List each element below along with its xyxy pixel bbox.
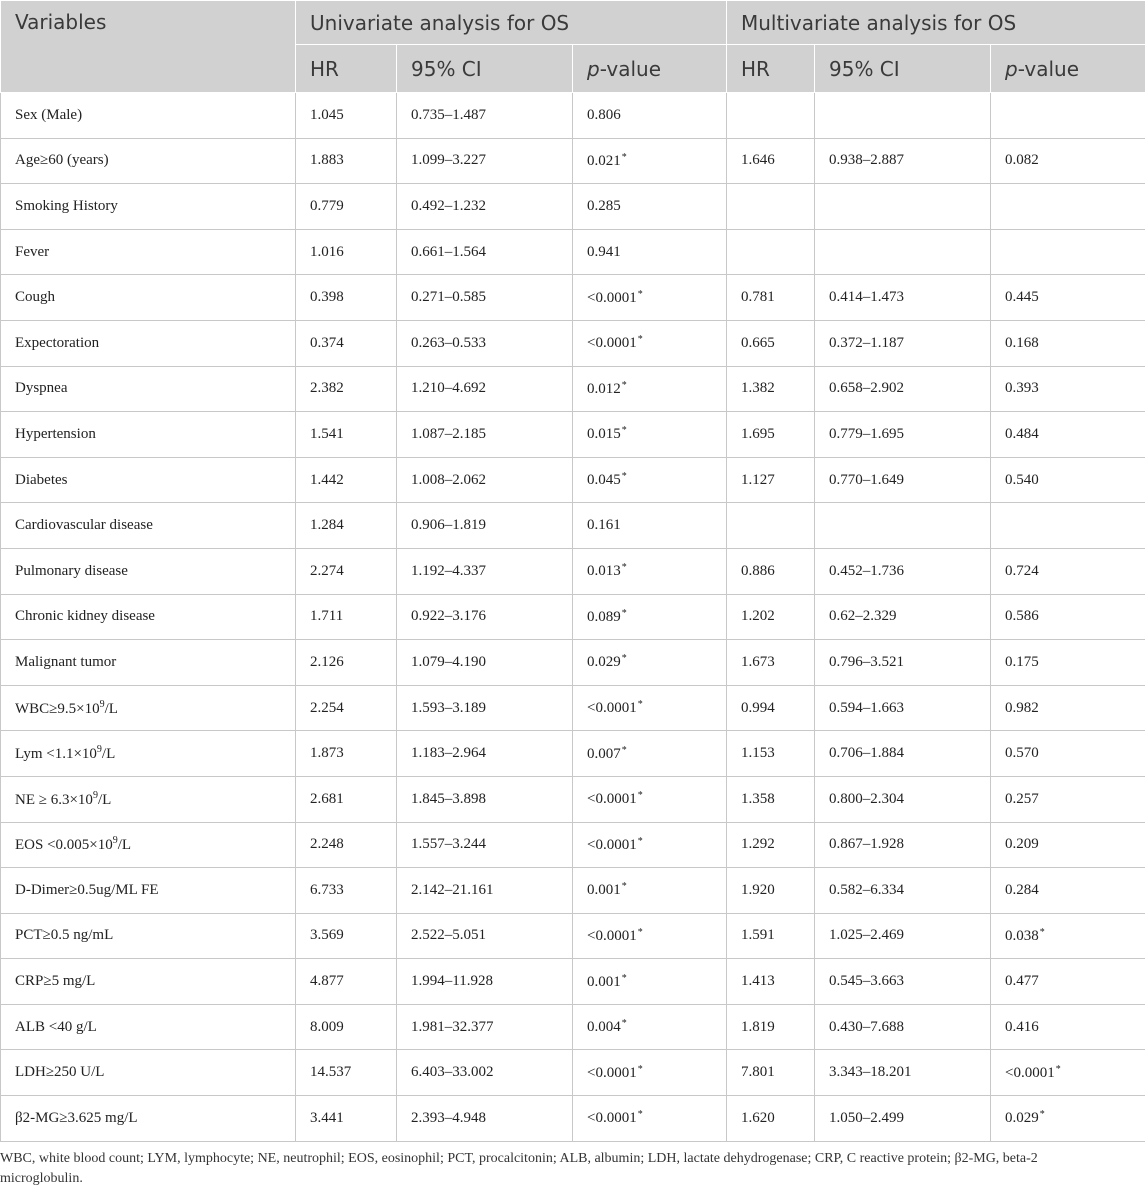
p-value: <0.0001 bbox=[587, 791, 637, 808]
significance-marker: * bbox=[637, 1063, 643, 1075]
table-row bbox=[1, 1050, 1145, 1096]
cell-variable bbox=[1, 685, 296, 731]
p-value: <0.0001 bbox=[587, 836, 637, 853]
variable-label: Expectoration bbox=[15, 334, 100, 351]
cell-univariate-pvalue bbox=[573, 366, 727, 412]
cell-variable bbox=[1, 457, 296, 503]
cell-univariate-hr: 0.374 bbox=[296, 320, 397, 366]
table-row bbox=[1, 1096, 1145, 1142]
p-value: 0.445 bbox=[1005, 289, 1039, 306]
p-value: <0.0001 bbox=[1005, 1064, 1055, 1081]
cell-multivariate-hr bbox=[727, 229, 815, 275]
cell-multivariate-ci: 0.938–2.887 bbox=[815, 138, 991, 184]
table-row bbox=[1, 93, 1145, 139]
p-value: 0.284 bbox=[1005, 881, 1039, 898]
p-value: 0.724 bbox=[1005, 562, 1039, 579]
cell-univariate-ci: 1.557–3.244 bbox=[397, 822, 573, 868]
cell-univariate-ci: 0.492–1.232 bbox=[397, 184, 573, 230]
cell-univariate-ci: 2.142–21.161 bbox=[397, 868, 573, 914]
cell-univariate-pvalue bbox=[573, 640, 727, 686]
variable-label: LDH≥250 U/L bbox=[15, 1064, 105, 1081]
cell-multivariate-hr: 1.153 bbox=[727, 731, 815, 777]
cell-multivariate-pvalue bbox=[991, 184, 1145, 230]
cell-variable bbox=[1, 959, 296, 1005]
cell-univariate-ci: 0.263–0.533 bbox=[397, 320, 573, 366]
p-value: 0.021 bbox=[587, 152, 621, 169]
significance-marker: * bbox=[637, 835, 643, 847]
cell-univariate-pvalue bbox=[573, 913, 727, 959]
variable-label: Hypertension bbox=[15, 425, 96, 442]
cell-multivariate-pvalue bbox=[991, 412, 1145, 458]
p-value: 0.004 bbox=[587, 1019, 621, 1036]
cell-multivariate-ci: 0.796–3.521 bbox=[815, 640, 991, 686]
cell-multivariate-hr: 7.801 bbox=[727, 1050, 815, 1096]
cell-univariate-hr: 3.441 bbox=[296, 1096, 397, 1142]
p-value: 0.175 bbox=[1005, 653, 1039, 670]
p-value: <0.0001 bbox=[587, 700, 637, 717]
cell-univariate-ci: 1.087–2.185 bbox=[397, 412, 573, 458]
cell-univariate-ci: 0.735–1.487 bbox=[397, 93, 573, 139]
cell-variable bbox=[1, 776, 296, 822]
p-value: 0.029 bbox=[1005, 1110, 1039, 1127]
table-row bbox=[1, 913, 1145, 959]
variable-label: β2-MG≥3.625 mg/L bbox=[15, 1109, 138, 1126]
cell-multivariate-hr: 1.819 bbox=[727, 1004, 815, 1050]
cell-multivariate-hr bbox=[727, 184, 815, 230]
cell-multivariate-pvalue bbox=[991, 320, 1145, 366]
variable-label: CRP≥5 mg/L bbox=[15, 973, 96, 990]
cell-univariate-hr: 1.873 bbox=[296, 731, 397, 777]
cell-multivariate-hr bbox=[727, 93, 815, 139]
table-row bbox=[1, 685, 1145, 731]
cell-multivariate-pvalue bbox=[991, 93, 1145, 139]
cell-univariate-ci: 1.192–4.337 bbox=[397, 548, 573, 594]
p-value: 0.161 bbox=[587, 517, 621, 534]
cell-multivariate-pvalue bbox=[991, 548, 1145, 594]
cell-univariate-hr: 1.045 bbox=[296, 93, 397, 139]
significance-marker: * bbox=[621, 653, 627, 665]
cell-multivariate-pvalue bbox=[991, 503, 1145, 549]
cell-multivariate-hr: 1.646 bbox=[727, 138, 815, 184]
significance-marker: * bbox=[637, 790, 643, 802]
cell-multivariate-pvalue bbox=[991, 913, 1145, 959]
significance-marker: * bbox=[1039, 926, 1045, 938]
cell-univariate-pvalue bbox=[573, 822, 727, 868]
cell-multivariate-pvalue bbox=[991, 1004, 1145, 1050]
variable-exponent: 9 bbox=[112, 835, 118, 847]
p-value: 0.082 bbox=[1005, 152, 1039, 169]
variable-label: Diabetes bbox=[15, 471, 68, 488]
header-univariate: Univariate analysis for OS bbox=[296, 1, 727, 45]
header-multivariate-pvalue bbox=[991, 45, 1145, 93]
cell-univariate-hr: 1.284 bbox=[296, 503, 397, 549]
cell-multivariate-pvalue bbox=[991, 275, 1145, 321]
table-row bbox=[1, 275, 1145, 321]
variable-label: Chronic kidney disease bbox=[15, 608, 155, 625]
significance-marker: * bbox=[621, 1018, 627, 1030]
cell-univariate-ci: 6.403–33.002 bbox=[397, 1050, 573, 1096]
cell-variable bbox=[1, 640, 296, 686]
variable-label: Smoking History bbox=[15, 197, 118, 214]
cell-multivariate-pvalue bbox=[991, 959, 1145, 1005]
cell-variable bbox=[1, 1050, 296, 1096]
p-value: <0.0001 bbox=[587, 927, 637, 944]
cell-univariate-pvalue bbox=[573, 776, 727, 822]
cell-multivariate-ci: 0.867–1.928 bbox=[815, 822, 991, 868]
significance-marker: * bbox=[621, 881, 627, 893]
table-row bbox=[1, 594, 1145, 640]
p-letter: p bbox=[587, 56, 600, 81]
variable-label: NE ≥ 6.3×10 bbox=[15, 791, 93, 808]
variable-exponent: 9 bbox=[99, 698, 105, 710]
table-row bbox=[1, 822, 1145, 868]
significance-marker: * bbox=[621, 379, 627, 391]
p-value: 0.416 bbox=[1005, 1018, 1039, 1035]
cell-univariate-ci: 1.079–4.190 bbox=[397, 640, 573, 686]
cell-multivariate-pvalue bbox=[991, 822, 1145, 868]
variable-label: Lym <1.1×10 bbox=[15, 746, 97, 763]
variable-label: Pulmonary disease bbox=[15, 562, 128, 579]
p-value: 0.209 bbox=[1005, 836, 1039, 853]
cell-univariate-ci: 0.906–1.819 bbox=[397, 503, 573, 549]
p-value: 0.013 bbox=[587, 563, 621, 580]
cell-multivariate-hr: 1.292 bbox=[727, 822, 815, 868]
variable-label: Sex (Male) bbox=[15, 106, 83, 123]
p-value: <0.0001 bbox=[587, 1064, 637, 1081]
cell-univariate-ci: 1.593–3.189 bbox=[397, 685, 573, 731]
variable-exponent: 9 bbox=[92, 789, 98, 801]
cell-multivariate-hr: 1.620 bbox=[727, 1096, 815, 1142]
cell-multivariate-hr: 1.202 bbox=[727, 594, 815, 640]
p-value: 0.029 bbox=[587, 654, 621, 671]
cell-variable bbox=[1, 412, 296, 458]
variable-label: PCT≥0.5 ng/mL bbox=[15, 927, 114, 944]
cell-univariate-ci: 1.008–2.062 bbox=[397, 457, 573, 503]
table-row bbox=[1, 640, 1145, 686]
cell-multivariate-hr: 1.695 bbox=[727, 412, 815, 458]
table-row bbox=[1, 229, 1145, 275]
cell-multivariate-hr: 1.358 bbox=[727, 776, 815, 822]
table-row bbox=[1, 548, 1145, 594]
cell-multivariate-ci bbox=[815, 503, 991, 549]
cell-univariate-pvalue bbox=[573, 1050, 727, 1096]
cell-variable bbox=[1, 366, 296, 412]
cell-multivariate-hr: 1.382 bbox=[727, 366, 815, 412]
cell-univariate-pvalue bbox=[573, 1004, 727, 1050]
variable-exponent: 9 bbox=[96, 744, 102, 756]
table-row bbox=[1, 366, 1145, 412]
table-row bbox=[1, 320, 1145, 366]
significance-marker: * bbox=[621, 425, 627, 437]
cell-variable bbox=[1, 868, 296, 914]
table-row bbox=[1, 457, 1145, 503]
cell-multivariate-ci bbox=[815, 93, 991, 139]
variable-label: Cough bbox=[15, 289, 56, 306]
variable-unit: /L bbox=[104, 700, 118, 717]
cell-univariate-hr: 0.779 bbox=[296, 184, 397, 230]
cell-variable bbox=[1, 731, 296, 777]
cell-multivariate-hr: 0.665 bbox=[727, 320, 815, 366]
cell-univariate-pvalue bbox=[573, 138, 727, 184]
cell-univariate-hr: 2.248 bbox=[296, 822, 397, 868]
table-footnote: WBC, white blood count; LYM, lymphocyte; NE, neutrophil; EOS, eosinophil; PCT, procalcitonin; ALB, albumin; LDH, lactate dehydrogenase; CRP, C reactive protein; β2-MG, beta-2 microglobulin. bbox=[0, 1151, 1038, 1186]
cell-multivariate-hr: 0.994 bbox=[727, 685, 815, 731]
cell-variable bbox=[1, 548, 296, 594]
significance-marker: * bbox=[1039, 1109, 1045, 1121]
cell-variable bbox=[1, 275, 296, 321]
cell-multivariate-pvalue bbox=[991, 229, 1145, 275]
cell-variable bbox=[1, 93, 296, 139]
p-value: 0.806 bbox=[587, 106, 621, 123]
cell-multivariate-ci: 0.430–7.688 bbox=[815, 1004, 991, 1050]
significance-marker: * bbox=[621, 607, 627, 619]
significance-marker: * bbox=[621, 151, 627, 163]
table-row bbox=[1, 959, 1145, 1005]
variable-label: D-Dimer≥0.5ug/ML FE bbox=[15, 881, 159, 898]
cell-univariate-pvalue bbox=[573, 457, 727, 503]
variable-label: Age≥60 (years) bbox=[15, 152, 109, 169]
cell-univariate-pvalue bbox=[573, 320, 727, 366]
cell-variable bbox=[1, 594, 296, 640]
p-value: 0.477 bbox=[1005, 973, 1039, 990]
cell-univariate-hr: 1.883 bbox=[296, 138, 397, 184]
cell-univariate-ci: 0.271–0.585 bbox=[397, 275, 573, 321]
cell-variable bbox=[1, 503, 296, 549]
cell-variable bbox=[1, 229, 296, 275]
cell-multivariate-pvalue bbox=[991, 868, 1145, 914]
significance-marker: * bbox=[637, 288, 643, 300]
cell-multivariate-pvalue bbox=[991, 1050, 1145, 1096]
p-value: 0.015 bbox=[587, 426, 621, 443]
variable-label: Malignant tumor bbox=[15, 653, 117, 670]
cell-univariate-hr: 6.733 bbox=[296, 868, 397, 914]
cell-multivariate-hr: 0.781 bbox=[727, 275, 815, 321]
table-header bbox=[1, 1, 1145, 93]
table-body bbox=[1, 93, 1145, 1142]
header-multivariate: Multivariate analysis for OS bbox=[727, 1, 1145, 45]
table-row bbox=[1, 138, 1145, 184]
cell-multivariate-ci: 0.582–6.334 bbox=[815, 868, 991, 914]
p-value: 0.540 bbox=[1005, 471, 1039, 488]
cell-univariate-pvalue bbox=[573, 275, 727, 321]
significance-marker: * bbox=[637, 334, 643, 346]
cell-multivariate-ci bbox=[815, 184, 991, 230]
cell-univariate-ci: 1.183–2.964 bbox=[397, 731, 573, 777]
table-row bbox=[1, 1004, 1145, 1050]
p-value: 0.089 bbox=[587, 608, 621, 625]
cell-multivariate-pvalue bbox=[991, 640, 1145, 686]
cell-multivariate-ci: 0.372–1.187 bbox=[815, 320, 991, 366]
significance-marker: * bbox=[621, 562, 627, 574]
cell-multivariate-ci: 0.62–2.329 bbox=[815, 594, 991, 640]
cell-univariate-pvalue bbox=[573, 594, 727, 640]
cell-univariate-ci: 0.661–1.564 bbox=[397, 229, 573, 275]
variable-label: EOS <0.005×10 bbox=[15, 837, 113, 854]
cell-univariate-ci: 1.099–3.227 bbox=[397, 138, 573, 184]
p-value: 0.045 bbox=[587, 472, 621, 489]
table-row bbox=[1, 184, 1145, 230]
cell-multivariate-pvalue bbox=[991, 366, 1145, 412]
p-letter: p bbox=[1005, 56, 1018, 81]
p-value: <0.0001 bbox=[587, 1110, 637, 1127]
variable-unit: /L bbox=[101, 746, 116, 763]
p-value: 0.285 bbox=[587, 197, 621, 214]
p-value: 0.168 bbox=[1005, 334, 1039, 351]
cell-univariate-pvalue bbox=[573, 503, 727, 549]
variable-unit: /L bbox=[97, 791, 112, 808]
significance-marker: * bbox=[637, 699, 643, 711]
variable-label: Dyspnea bbox=[15, 380, 68, 397]
significance-marker: * bbox=[621, 972, 627, 984]
cell-multivariate-pvalue bbox=[991, 138, 1145, 184]
cell-multivariate-pvalue bbox=[991, 1096, 1145, 1142]
cell-multivariate-ci: 1.025–2.469 bbox=[815, 913, 991, 959]
cell-variable bbox=[1, 822, 296, 868]
variable-label: Fever bbox=[15, 243, 50, 260]
cell-univariate-pvalue bbox=[573, 412, 727, 458]
p-value: 0.038 bbox=[1005, 927, 1039, 944]
cell-multivariate-hr: 1.920 bbox=[727, 868, 815, 914]
cell-variable bbox=[1, 1096, 296, 1142]
header-univariate-hr: HR bbox=[296, 45, 397, 93]
significance-marker: * bbox=[637, 1109, 643, 1121]
p-value: 0.007 bbox=[587, 745, 621, 762]
cell-multivariate-hr: 1.127 bbox=[727, 457, 815, 503]
cell-multivariate-ci: 0.545–3.663 bbox=[815, 959, 991, 1005]
p-value: <0.0001 bbox=[587, 289, 637, 306]
cell-multivariate-ci: 3.343–18.201 bbox=[815, 1050, 991, 1096]
cell-univariate-hr: 4.877 bbox=[296, 959, 397, 1005]
cell-univariate-pvalue bbox=[573, 93, 727, 139]
cell-multivariate-hr bbox=[727, 503, 815, 549]
p-value: 0.001 bbox=[587, 973, 621, 990]
cell-univariate-hr: 2.681 bbox=[296, 776, 397, 822]
cell-multivariate-hr: 1.591 bbox=[727, 913, 815, 959]
cell-univariate-hr: 1.711 bbox=[296, 594, 397, 640]
cell-multivariate-hr: 1.413 bbox=[727, 959, 815, 1005]
cell-multivariate-pvalue bbox=[991, 776, 1145, 822]
significance-marker: * bbox=[621, 471, 627, 483]
p-value: 0.001 bbox=[587, 882, 621, 899]
header-univariate-pvalue bbox=[573, 45, 727, 93]
cell-univariate-pvalue bbox=[573, 685, 727, 731]
cell-multivariate-ci: 0.414–1.473 bbox=[815, 275, 991, 321]
cell-multivariate-ci: 1.050–2.499 bbox=[815, 1096, 991, 1142]
cell-univariate-hr: 1.016 bbox=[296, 229, 397, 275]
cell-multivariate-ci: 0.800–2.304 bbox=[815, 776, 991, 822]
cell-univariate-pvalue bbox=[573, 1096, 727, 1142]
table-row bbox=[1, 776, 1145, 822]
cell-multivariate-ci: 0.658–2.902 bbox=[815, 366, 991, 412]
p-suffix: -value bbox=[1017, 56, 1080, 81]
significance-marker: * bbox=[1055, 1063, 1061, 1075]
table-row bbox=[1, 503, 1145, 549]
cell-univariate-hr: 1.442 bbox=[296, 457, 397, 503]
cell-univariate-hr: 0.398 bbox=[296, 275, 397, 321]
cell-univariate-hr: 2.382 bbox=[296, 366, 397, 412]
variable-label: WBC≥9.5×10 bbox=[15, 700, 100, 717]
cell-multivariate-ci: 0.452–1.736 bbox=[815, 548, 991, 594]
cell-multivariate-hr: 0.886 bbox=[727, 548, 815, 594]
cell-variable bbox=[1, 320, 296, 366]
cell-univariate-hr: 2.274 bbox=[296, 548, 397, 594]
cell-univariate-ci: 0.922–3.176 bbox=[397, 594, 573, 640]
header-univariate-ci: 95% CI bbox=[397, 45, 573, 93]
cell-multivariate-pvalue bbox=[991, 685, 1145, 731]
p-value: 0.012 bbox=[587, 380, 621, 397]
cell-univariate-pvalue bbox=[573, 959, 727, 1005]
header-multivariate-ci: 95% CI bbox=[815, 45, 991, 93]
cell-univariate-ci: 2.393–4.948 bbox=[397, 1096, 573, 1142]
cell-univariate-hr: 2.254 bbox=[296, 685, 397, 731]
cell-multivariate-ci: 0.779–1.695 bbox=[815, 412, 991, 458]
header-variables: Variables bbox=[1, 1, 296, 93]
table-row bbox=[1, 731, 1145, 777]
cell-multivariate-ci: 0.594–1.663 bbox=[815, 685, 991, 731]
variable-label: ALB <40 g/L bbox=[15, 1018, 97, 1035]
p-value: 0.484 bbox=[1005, 425, 1039, 442]
cell-univariate-hr: 14.537 bbox=[296, 1050, 397, 1096]
table-row bbox=[1, 868, 1145, 914]
cell-variable bbox=[1, 913, 296, 959]
cell-multivariate-hr: 1.673 bbox=[727, 640, 815, 686]
p-value: 0.257 bbox=[1005, 790, 1039, 807]
significance-marker: * bbox=[621, 744, 627, 756]
cell-variable bbox=[1, 184, 296, 230]
significance-marker: * bbox=[637, 926, 643, 938]
p-value: 0.570 bbox=[1005, 745, 1039, 762]
cell-univariate-hr: 8.009 bbox=[296, 1004, 397, 1050]
cell-univariate-pvalue bbox=[573, 184, 727, 230]
cell-variable bbox=[1, 138, 296, 184]
p-value: 0.393 bbox=[1005, 380, 1039, 397]
p-value: 0.982 bbox=[1005, 699, 1039, 716]
variable-unit: /L bbox=[117, 837, 132, 854]
cell-univariate-hr: 2.126 bbox=[296, 640, 397, 686]
p-value: 0.586 bbox=[1005, 608, 1039, 625]
cell-multivariate-ci: 0.770–1.649 bbox=[815, 457, 991, 503]
cell-multivariate-pvalue bbox=[991, 731, 1145, 777]
cell-univariate-ci: 1.210–4.692 bbox=[397, 366, 573, 412]
cell-univariate-pvalue bbox=[573, 731, 727, 777]
cell-univariate-pvalue bbox=[573, 229, 727, 275]
cell-univariate-pvalue bbox=[573, 548, 727, 594]
cell-multivariate-ci bbox=[815, 229, 991, 275]
cell-multivariate-ci: 0.706–1.884 bbox=[815, 731, 991, 777]
cell-univariate-ci: 1.845–3.898 bbox=[397, 776, 573, 822]
p-suffix: -value bbox=[599, 56, 662, 81]
cell-multivariate-pvalue bbox=[991, 457, 1145, 503]
cell-univariate-hr: 1.541 bbox=[296, 412, 397, 458]
cell-univariate-ci: 2.522–5.051 bbox=[397, 913, 573, 959]
p-value: <0.0001 bbox=[587, 335, 637, 352]
variable-label: Cardiovascular disease bbox=[15, 517, 153, 534]
table-row bbox=[1, 412, 1145, 458]
cell-variable bbox=[1, 1004, 296, 1050]
cell-univariate-ci: 1.981–32.377 bbox=[397, 1004, 573, 1050]
p-value: 0.941 bbox=[587, 243, 621, 260]
cell-univariate-ci: 1.994–11.928 bbox=[397, 959, 573, 1005]
cell-multivariate-pvalue bbox=[991, 594, 1145, 640]
cell-univariate-hr: 3.569 bbox=[296, 913, 397, 959]
header-multivariate-hr: HR bbox=[727, 45, 815, 93]
cell-univariate-pvalue bbox=[573, 868, 727, 914]
